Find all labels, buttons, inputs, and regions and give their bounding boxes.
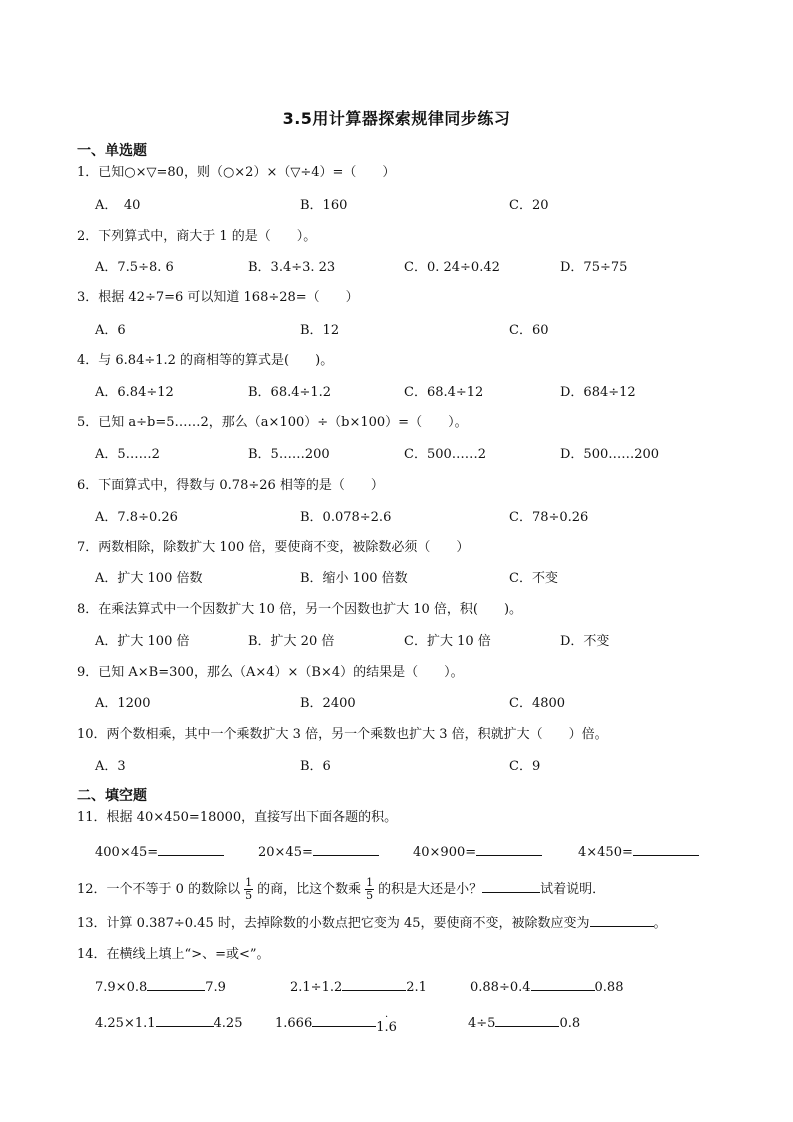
- question-11-item-3-label: 40×900=: [413, 845, 477, 860]
- question-10-option-a: A．3: [95, 759, 126, 774]
- answer-blank[interactable]: [531, 978, 595, 991]
- question-12-text-1: 12．一个不等于 0 的数除以: [77, 882, 241, 897]
- answer-blank[interactable]: [633, 843, 699, 856]
- question-7-option-c: C．不变: [509, 571, 558, 586]
- section-heading-fill-in: 二、填空题: [77, 788, 147, 804]
- question-3-option-c: C．60: [509, 323, 549, 338]
- question-4-option-b: B．68.4÷1.2: [248, 385, 332, 400]
- question-9-option-b: B．2400: [300, 696, 356, 711]
- compare-left: 7.9×0.8: [95, 980, 148, 995]
- question-7-option-b: B．缩小 100 倍数: [300, 571, 408, 586]
- question-5-option-d: D．500……200: [560, 447, 660, 462]
- repeating-decimal: [376, 1012, 397, 1037]
- question-14-compare-5: [275, 1014, 397, 1033]
- fraction-denominator: 5: [245, 889, 253, 902]
- question-14-compare-4: [95, 1014, 242, 1033]
- question-2-option-a: A．7.5÷8. 6: [95, 260, 174, 275]
- question-1-stem: 1．已知○×▽=80，则（○×2）×（▽÷4）=（ ）: [77, 165, 396, 180]
- question-12-text-2: 的商，比这个数乘: [257, 882, 362, 897]
- question-4-option-a: A．6.84÷12: [95, 385, 174, 400]
- question-5-option-c: C．500……2: [404, 447, 487, 462]
- question-8-option-d: D．不变: [560, 634, 610, 649]
- question-14-compare-1: [95, 978, 226, 997]
- question-8-option-c: C．扩大 10 倍: [404, 634, 491, 649]
- question-4-option-d: D．684÷12: [560, 385, 636, 400]
- fraction-one-fifth: [365, 877, 374, 902]
- question-11-item-2-label: 20×45=: [258, 845, 313, 860]
- question-1-option-c: C．20: [509, 198, 549, 213]
- question-8-option-a: A．扩大 100 倍: [95, 634, 190, 649]
- question-12-text-3: 的积是大还是小？: [378, 882, 483, 897]
- question-1-option-a: A． 40: [95, 198, 141, 213]
- answer-blank[interactable]: [313, 843, 379, 856]
- answer-blank[interactable]: [590, 914, 654, 927]
- fraction-numerator: 1: [366, 876, 374, 889]
- question-14-stem: 14．在横线上填上“>、=或<”。: [77, 947, 270, 962]
- question-6-option-b: B．0.078÷2.6: [300, 510, 392, 525]
- question-6-stem: 6．下面算式中，得数与 0.78÷26 相等的是（ ）: [77, 478, 384, 493]
- question-13-end: 。: [653, 916, 667, 931]
- question-11-item-4-label: 4×450=: [578, 845, 633, 860]
- question-2-option-c: C．0. 24÷0.42: [404, 260, 500, 275]
- question-6-option-a: A．7.8÷0.26: [95, 510, 178, 525]
- answer-blank[interactable]: [147, 978, 205, 991]
- fraction-denominator: 5: [366, 889, 374, 902]
- question-14-compare-3: [470, 978, 623, 997]
- answer-blank[interactable]: [156, 1014, 214, 1027]
- question-2-option-d: D．75÷75: [560, 260, 628, 275]
- page-title: 3.5用计算器探索规律同步练习: [282, 109, 511, 128]
- question-6-option-c: C．78÷0.26: [509, 510, 589, 525]
- section-heading-single-choice: 一、单选题: [77, 143, 147, 159]
- answer-blank[interactable]: [495, 1014, 559, 1027]
- compare-right: 0.88: [594, 980, 624, 995]
- question-11-item-3: [413, 843, 542, 862]
- fraction-one-fifth: [244, 877, 253, 902]
- question-3-option-b: B．12: [300, 323, 340, 338]
- question-11-item-1-label: 400×45=: [95, 845, 159, 860]
- compare-left: 4.25×1.1: [95, 1016, 156, 1031]
- question-8-option-b: B．扩大 20 倍: [248, 634, 335, 649]
- compare-left: 0.88÷0.4: [470, 980, 531, 995]
- answer-blank[interactable]: [342, 978, 406, 991]
- question-5-stem: 5．已知 a÷b=5……2，那么（a×100）÷（b×100）=（ ）。: [77, 415, 468, 430]
- question-3-option-a: A．6: [95, 323, 126, 338]
- compare-right: 4.25: [213, 1016, 243, 1031]
- question-7-stem: 7．两数相除，除数扩大 100 倍，要使商不变，被除数必须（ ）: [77, 540, 470, 555]
- question-11-item-4: [578, 843, 699, 862]
- question-2-stem: 2．下列算式中，商大于 1 的是（ ）。: [77, 229, 317, 244]
- question-1-option-b: B．160: [300, 198, 348, 213]
- question-10-stem: 10．两个数相乘，其中一个乘数扩大 3 倍，另一个乘数也扩大 3 倍，积就扩大（ ）倍。: [77, 727, 608, 742]
- repeating-dot: ·: [384, 1012, 389, 1023]
- compare-right: 1.6: [376, 1020, 397, 1035]
- question-10-option-c: C．9: [509, 759, 541, 774]
- compare-left: 4÷5: [468, 1016, 496, 1031]
- question-2-option-b: B．3.4÷3. 23: [248, 260, 336, 275]
- compare-right: 0.8: [559, 1016, 581, 1031]
- fraction-numerator: 1: [245, 876, 253, 889]
- question-11-item-2: [258, 843, 379, 862]
- answer-blank[interactable]: [476, 843, 542, 856]
- question-9-option-a: A．1200: [95, 696, 151, 711]
- question-9-option-c: C．4800: [509, 696, 566, 711]
- question-5-option-b: B．5……200: [248, 447, 330, 462]
- question-3-stem: 3．根据 42÷7=6 可以知道 168÷28=（ ）: [77, 290, 359, 305]
- question-4-option-c: C．68.4÷12: [404, 385, 484, 400]
- question-12-stem: [77, 877, 605, 902]
- compare-left: 2.1÷1.2: [290, 980, 343, 995]
- question-7-option-a: A．扩大 100 倍数: [95, 571, 203, 586]
- compare-right: 2.1: [406, 980, 427, 995]
- answer-blank[interactable]: [312, 1014, 376, 1027]
- question-11-stem: 11．根据 40×450=18000，直接写出下面各题的积。: [77, 810, 398, 825]
- question-13-stem: [77, 914, 667, 933]
- question-4-stem: 4．与 6.84÷1.2 的商相等的算式是( )。: [77, 353, 334, 368]
- question-11-item-1: [95, 843, 224, 862]
- answer-blank[interactable]: [158, 843, 224, 856]
- compare-left: 1.666: [275, 1016, 313, 1031]
- question-14-compare-6: [468, 1014, 580, 1033]
- answer-blank[interactable]: [482, 880, 540, 893]
- question-8-stem: 8．在乘法算式中一个因数扩大 10 倍，另一个因数也扩大 10 倍，积( )。: [77, 602, 523, 617]
- question-12-text-4: 试着说明．: [540, 882, 606, 897]
- question-5-option-a: A．5……2: [95, 447, 160, 462]
- question-14-compare-2: [290, 978, 427, 997]
- question-9-stem: 9．已知 A×B=300，那么（A×4）×（B×4）的结果是（ ）。: [77, 665, 464, 680]
- question-10-option-b: B．6: [300, 759, 331, 774]
- compare-right: 7.9: [205, 980, 226, 995]
- question-13-text: 13．计算 0.387÷0.45 时，去掉除数的小数点把它变为 45，要使商不变，被除数应变为: [77, 916, 590, 931]
